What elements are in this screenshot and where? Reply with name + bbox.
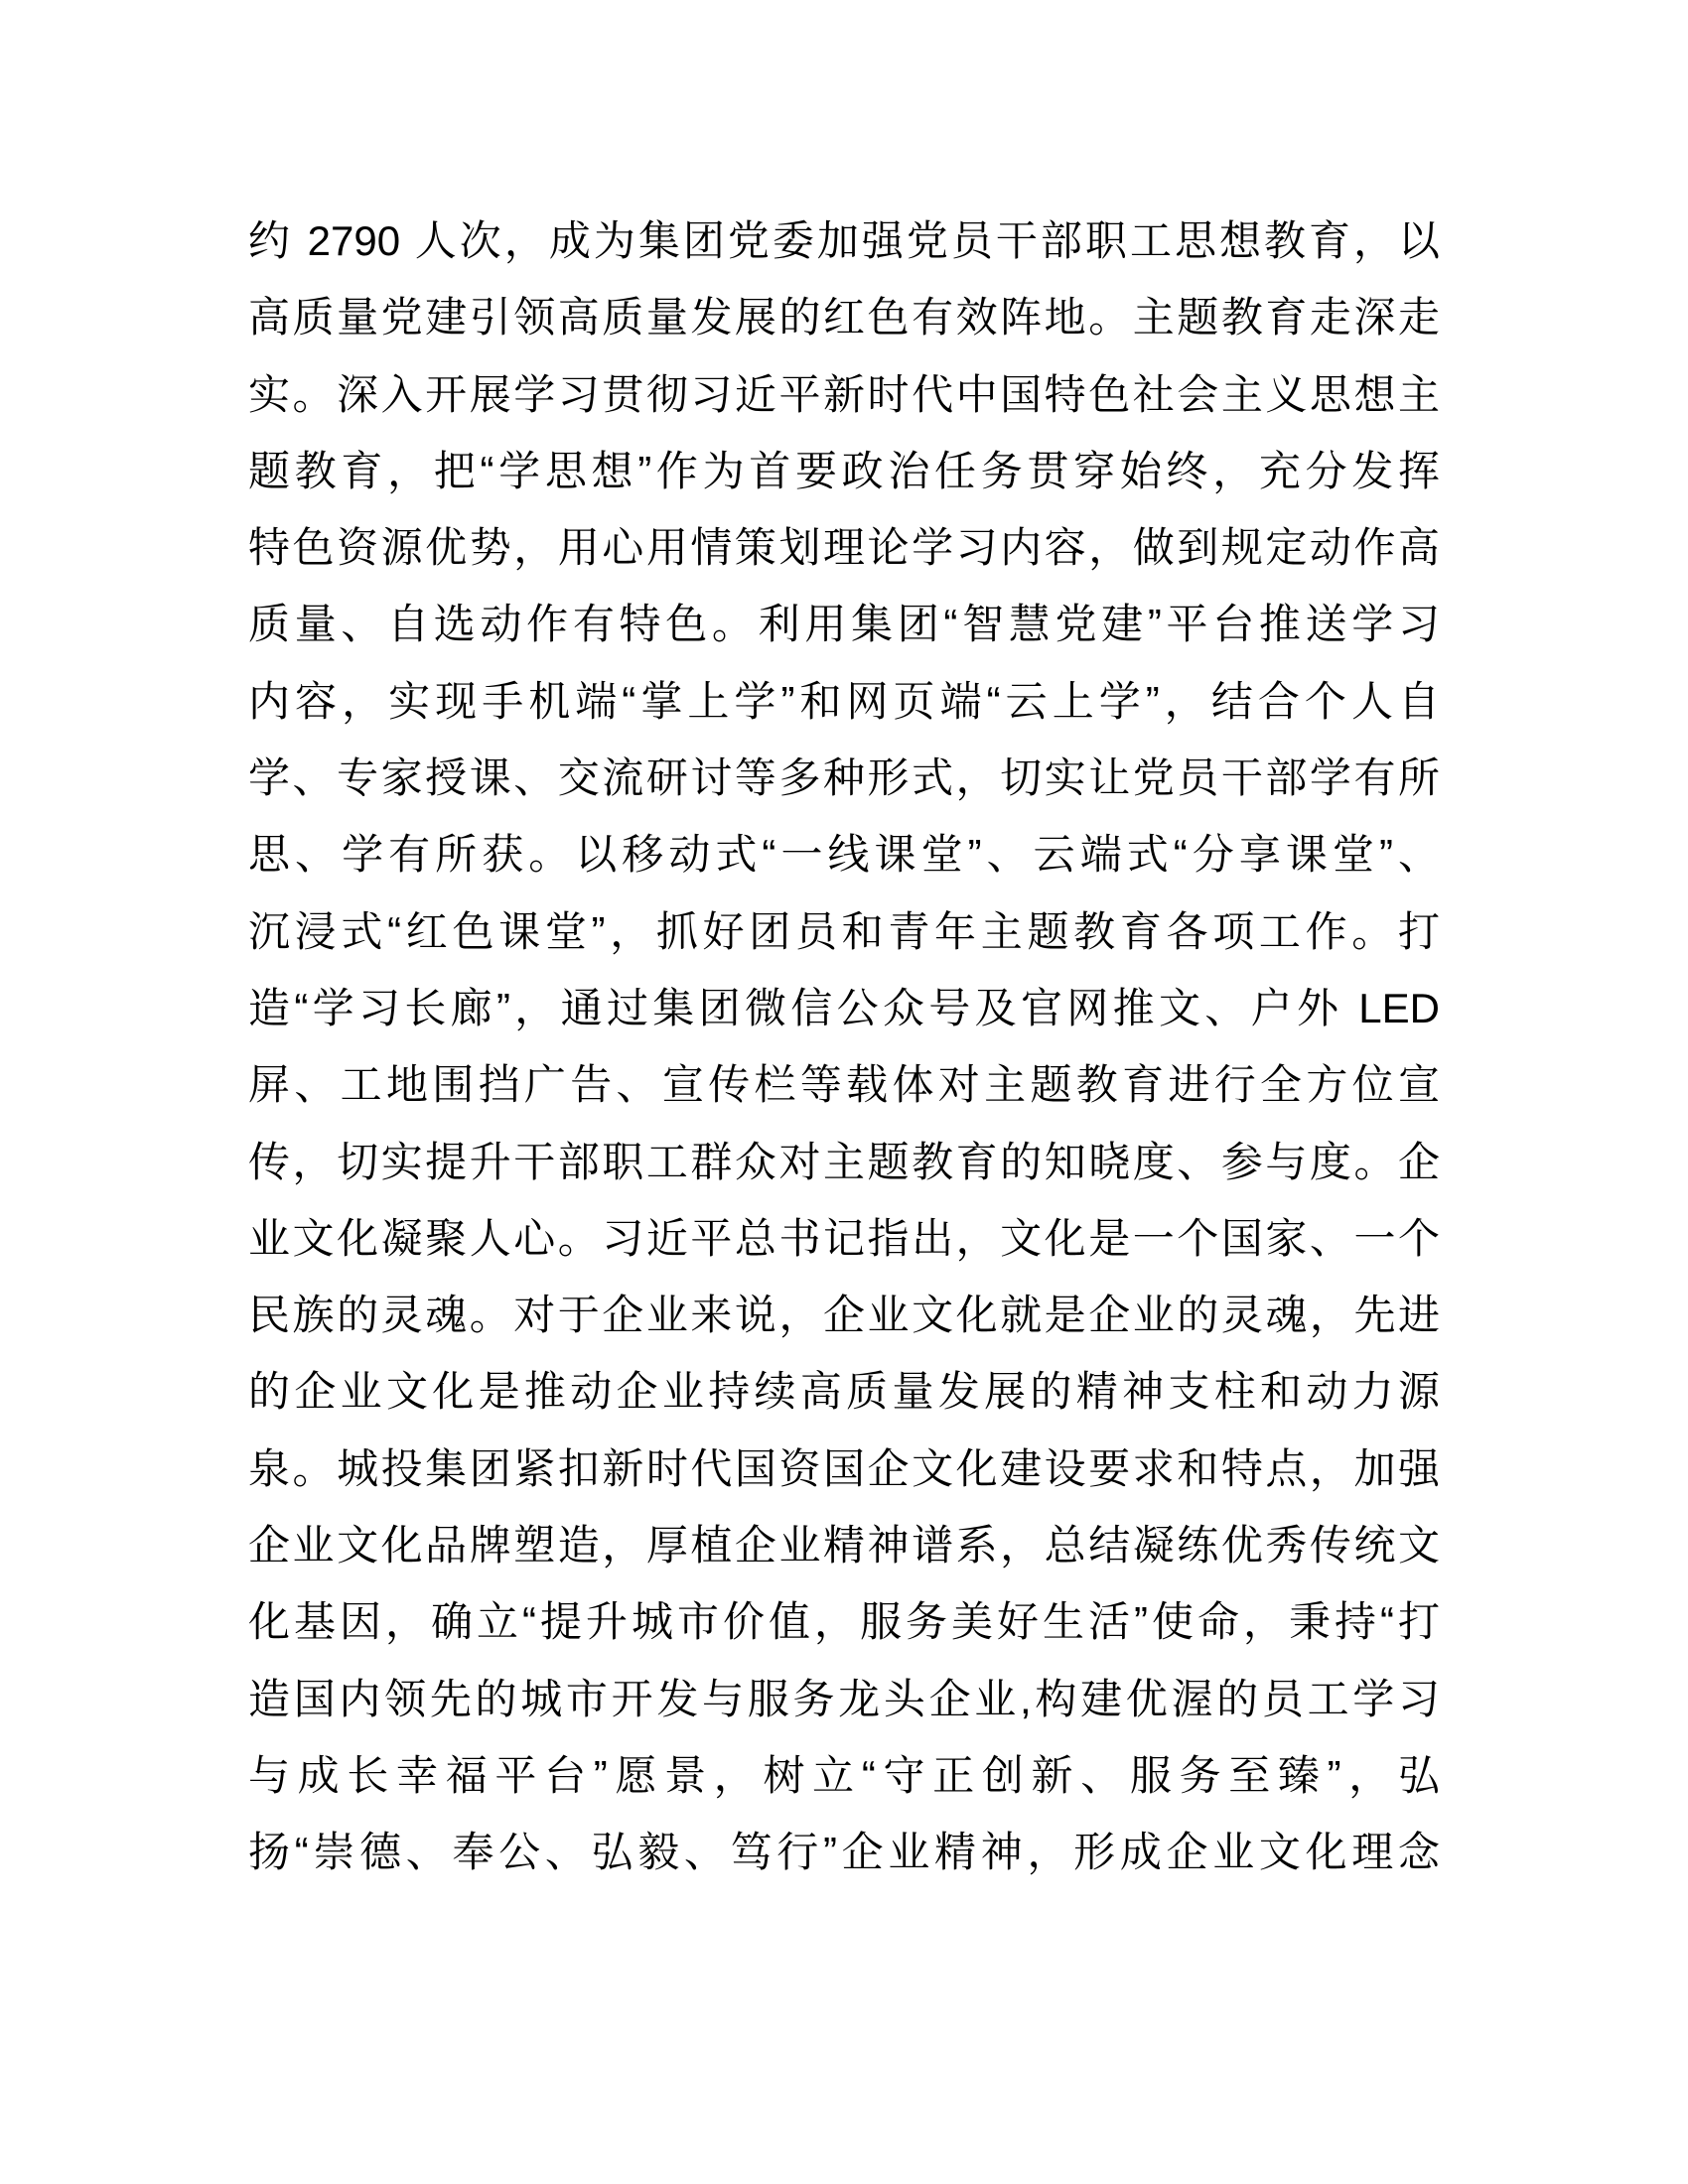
text-line: 特色资源优势，用心用情策划理论学习内容，做到规定动作高: [248, 524, 1440, 572]
text-line: 造国内领先的城市开发与服务龙头企业,构建优渥的员工学习: [248, 1675, 1440, 1722]
text-line: 业文化凝聚人心。习近平总书记指出，文化是一个国家、一个: [248, 1214, 1440, 1262]
text-line: 质量、自选动作有特色。利用集团“智慧党建”平台推送学习: [248, 601, 1440, 648]
body-text: [248, 203, 1440, 1891]
text-line: 学、专家授课、交流研讨等多种形式，切实让党员干部学有所: [248, 754, 1440, 802]
text-line: 实。深入开展学习贯彻习近平新时代中国特色社会主义思想主: [248, 370, 1440, 418]
text-line: 扬“崇德、奉公、弘毅、笃行”企业精神，形成企业文化理念: [248, 1829, 1440, 1876]
text-line: 屏、工地围挡广告、宣传栏等载体对主题教育进行全方位宣: [248, 1061, 1440, 1109]
text-line: 传，切实提升干部职工群众对主题教育的知晓度、参与度。企: [248, 1138, 1440, 1185]
text-line: 与成长幸福平台”愿景，树立“守正创新、服务至臻”，弘: [248, 1751, 1440, 1799]
text-line: 泉。城投集团紧扣新时代国资国企文化建设要求和特点，加强: [248, 1444, 1440, 1492]
text-line: 题教育，把“学思想”作为首要政治任务贯穿始终，充分发挥: [248, 447, 1440, 494]
text-line: 化基因，确立“提升城市价值，服务美好生活”使命，秉持“打: [248, 1598, 1440, 1646]
text-line: 的企业文化是推动企业持续高质量发展的精神支柱和动力源: [248, 1368, 1440, 1416]
text-line: 内容，实现手机端“掌上学”和网页端“云上学”，结合个人自: [248, 677, 1440, 725]
text-line: 民族的灵魂。对于企业来说，企业文化就是企业的灵魂，先进: [248, 1292, 1440, 1339]
text-line: 约 2790 人次，成为集团党委加强党员干部职工思想教育，以: [248, 217, 1440, 264]
text-line: 思、学有所获。以移动式“一线课堂”、云端式“分享课堂”、: [248, 831, 1440, 879]
text-line: 造“学习长廊”，通过集团微信公众号及官网推文、户外 LED: [248, 984, 1440, 1031]
text-line: 沉浸式“红色课堂”，抓好团员和青年主题教育各项工作。打: [248, 907, 1440, 955]
text-line: 企业文化品牌塑造，厚植企业精神谱系，总结凝练优秀传统文: [248, 1522, 1440, 1570]
text-line: 高质量党建引领高质量发展的红色有效阵地。主题教育走深走: [248, 294, 1440, 341]
